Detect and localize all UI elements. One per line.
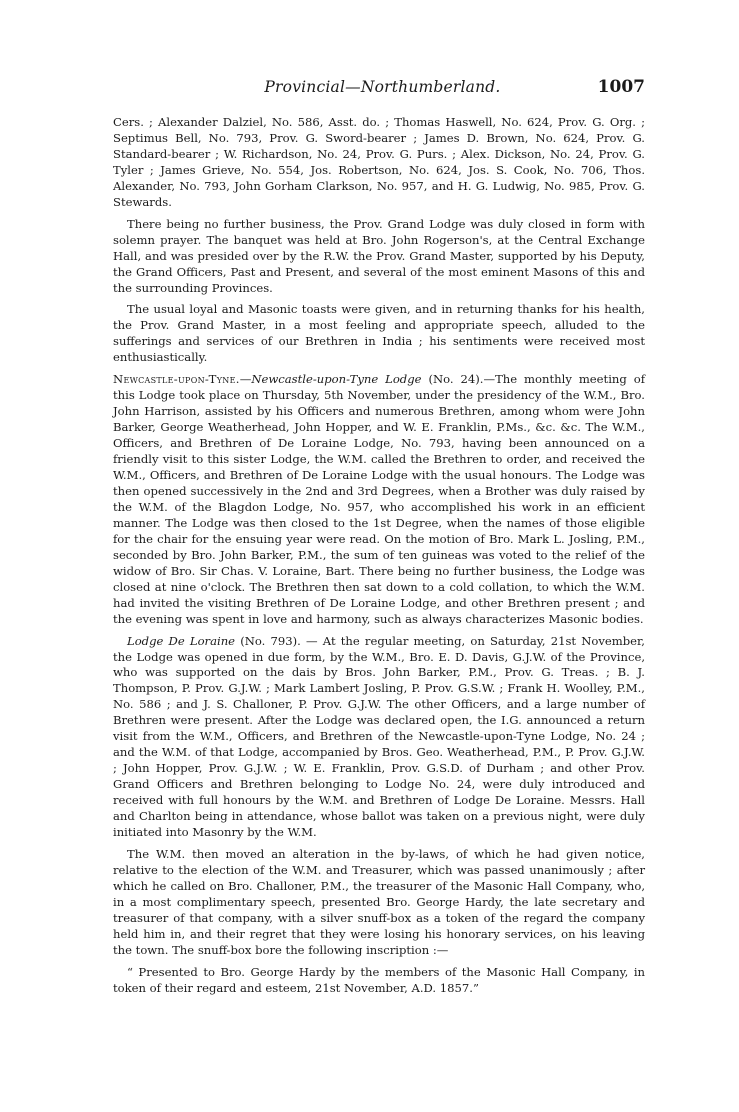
lodge-name-de-loraine: Lodge De Loraine [127,633,236,648]
article-body [113,115,645,1003]
page-header [120,78,645,104]
paragraph-newcastle-lodge [113,372,645,627]
paragraph-de-loraine-text: (No. 793). — At the regular meeting, on Saturday, 21st November, the Lodge was opened in due form, by the W.M., Bro. E. D. Davis, G.J.W. of the Province, who was supported on the dais by Bros. John Barker, P.M., Prov. G. Treas. ; B. J. Thompson, P. Prov. G.J.W. ; Mark Lambert Josling, P. Prov. G.S.W. ; Frank H. Woolley, P.M., No. 586 ; and J. S. Challoner, P. Prov. G.J.W. The other Officers, and a large number of Brethren were present. After the Lodge was declared open, the I.G. announced a return visit from the W.M., Officers, and Brethren of the Newcastle-upon-Tyne Lodge, No. 24 ; and the W.M. of that Lodge, accompanied by Bros. Geo. Weatherhead, P.M., P. Prov. G.J.W. ; John Hopper, Prov. G.J.W. ; W. E. Franklin, Prov. G.S.D. of Durham ; and other Prov. Grand Officers and Brethren belonging to Lodge No. 24, were duly introduced and received with full honours by the W.M. and Brethren of Lodge De Loraine. Messrs. Hall and Charlton being in attendance, whose ballot was taken on a previous night, were duly initiated into Masonry by the W.M. [113,633,645,839]
paragraph-closing-banquet: There being no further business, the Prov. Grand Lodge was duly closed in form with solemn prayer. The banquet was held at Bro. John Rogerson's, at the Central Exchange Hall, and was presided over by the R.W. the Prov. Grand Master, supported by his Deputy, the Grand Officers, Past and Present, and several of the most eminent Masons of this and the surrounding Provinces. [113,216,645,295]
paragraph-by-laws-snuff-box: The W.M. then moved an alteration in the by-laws, of which he had given notice, relative to the election of the W.M. and Treasurer, which was passed unanimously ; after which he called on Bro. Challoner, P.M., the treasurer of the Masonic Hall Company, who, in a most complimentary speech, presented Bro. George Hardy, the late secretary and treasurer of that company, with a silver snuff-box as a token of the regard the company held him in, and their regret that they were losing his honorary services, on his leaving the town. The snuff-box bore the following inscription :— [113,846,645,957]
page-number: 1007 [597,77,645,97]
paragraph-inscription: “ Presented to Bro. George Hardy by the members of the Masonic Hall Company, in token of their regard and esteem, 21st November, A.D. 1857.” [113,964,645,995]
paragraph-newcastle-text: (No. 24).—The monthly meeting of this Lodge took place on Thursday, 5th November, under the presidency of the W.M., Bro. John Harrison, assisted by his Officers and numerous Brethren, among whom were John Barker, George Weatherhead, John Hopper, and W. E. Franklin, P.Ms., &c. &c. The W.M., Officers, and Brethren of De Loraine Lodge, No. 793, having been announced on a friendly visit to this sister Lodge, the W.M. called the Brethren to order, and received the W.M., Officers, and Brethren of De Loraine Lodge with the usual honours. The Lodge was then opened successively in the 2nd and 3rd Degrees, when a Brother was duly raised by the W.M. of the Blagdon Lodge, No. 957, who accomplished his work in an efficient manner. The Lodge was then closed to the 1st Degree, when the names of those eligible for the chair for the ensuing year were read. On the motion of Bro. Mark L. Josling, P.M., seconded by Bro. John Barker, P.M., the sum of ten guineas was voted to the relief of the widow of Bro. Sir Chas. V. Loraine, Bart. There being no further business, the Lodge was closed at nine o'clock. The Brethren then sat down to a cold collation, to which the W.M. had invited the visiting Brethren of De Loraine Lodge, and other Brethren present ; and the evening was spent in love and harmony, such as always characterizes Masonic bodies. [113,372,645,626]
paragraph-toasts: The usual loyal and Masonic toasts were given, and in returning thanks for his health, the Prov. Grand Master, in a most feeling and appropriate speech, alluded to the sufferings and services of our Brethren in India ; his sentiments were received most enthusiastically. [113,302,645,365]
paragraph-de-loraine-lodge [113,634,645,841]
lodge-name-newcastle: Newcastle-upon-Tyne Lodge [251,372,422,387]
section-lead-newcastle: Newcastle-upon-Tyne. [113,372,240,387]
section-dash: — [239,372,252,387]
paragraph-officers-list: Cers. ; Alexander Dalziel, No. 586, Asst. do. ; Thomas Haswell, No. 624, Prov. G. Org. ; Septimus Bell, No. 793, Prov. G. Sword-bearer ; James D. Brown, No. 624, Prov. G. Standard-bearer ; W. Richardson, No. 24, Prov. G. Purs. ; Alex. Dickson, No. 24, Prov. G. Tyler ; James Grieve, No. 554, Jos. Robertson, No. 624, Jos. S. Cook, No. 706, Thos. Alexander, No. 793, John Gorham Clarkson, No. 957, and H. G. Ludwig, No. 985, Prov. G. Stewards. [113,115,645,209]
running-title: Provincial—Northumberland. [264,78,501,96]
